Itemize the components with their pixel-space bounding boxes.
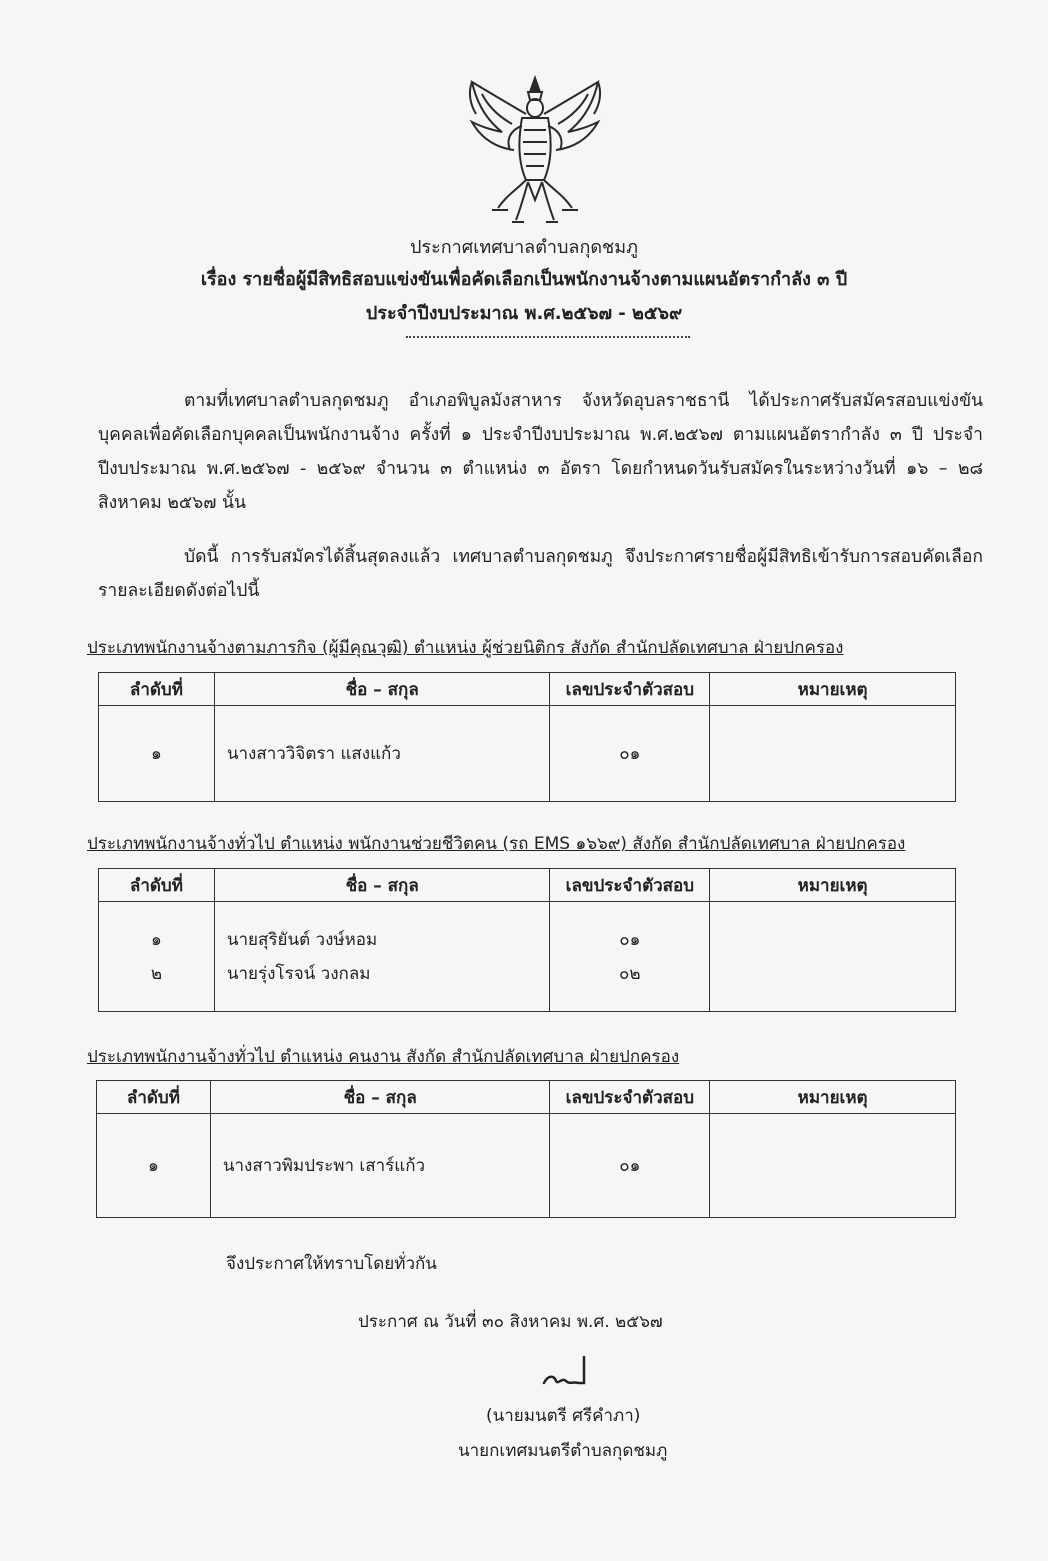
signer-title: นายกเทศมนตรีตำบลกุดชมภู	[458, 1441, 668, 1461]
header-note: หมายเหตุ	[710, 673, 956, 706]
section-title-2: ประเภทพนักงานจ้างทั่วไป ตำแหน่ง พนักงานช่วยชีวิตคน (รถ EMS ๑๖๖๙) สังกัด สำนักปลัดเทศบาล ฝ่ายปกครอง	[87, 834, 906, 854]
row-code: ๐๑	[619, 929, 641, 950]
header-note: หมายเหตุ	[710, 869, 956, 902]
dotted-divider	[406, 336, 690, 338]
header-no: ลำดับที่	[99, 673, 215, 706]
announce-date: ประกาศ ณ วันที่ ๓๐ สิงหาคม พ.ศ. ๒๕๖๗	[358, 1312, 663, 1332]
table-row	[99, 706, 956, 802]
row-note	[710, 923, 955, 957]
row-code: ๐๑	[550, 1114, 710, 1218]
row-name: นายสุริยันต์ วงษ์หอม	[226, 929, 378, 950]
closing-announce: จึงประกาศให้ทราบโดยทั่วกัน	[226, 1254, 437, 1274]
row-code: ๐๑	[550, 706, 710, 802]
row-no: ๒	[150, 963, 163, 984]
header-code: เลขประจำตัวสอบ	[550, 673, 710, 706]
header-code: เลขประจำตัวสอบ	[550, 869, 710, 902]
org-title: ประกาศเทศบาลตำบลกุดชมภู	[410, 237, 638, 258]
table-header-row	[97, 1081, 956, 1114]
roster-table-2	[98, 868, 956, 1012]
row-no: ๑	[151, 929, 162, 950]
row-no: ๑	[99, 706, 215, 802]
header-no: ลำดับที่	[99, 869, 215, 902]
signature-icon	[538, 1353, 598, 1393]
signer-name: (นายมนตรี ศรีคำภา)	[486, 1406, 641, 1426]
header-no: ลำดับที่	[97, 1081, 211, 1114]
row-code: ๐๒	[619, 963, 641, 984]
table-row	[99, 902, 956, 1012]
table-row	[97, 1114, 956, 1218]
body-paragraph-1: ตามที่เทศบาลตำบลกุดชมภู อำเภอพิบูลมังสาหาร จังหวัดอุบลราชธานี ได้ประกาศรับสมัครสอบแข่งขันบุคคลเพื่อคัดเลือกบุคคลเป็นพนักงานจ้าง ครั้งที่ ๑ ประจำปีงบประมาณ พ.ศ.๒๕๖๗ ตามแผนอัตรากำลัง ๓ ปี ประจำปีงบประมาณ พ.ศ.๒๕๖๗ - ๒๕๖๙ จำนวน ๓ ตำแหน่ง ๓ อัตรา โดยกำหนดวันรับสมัครในระหว่างวันที่ ๑๖ – ๒๘ สิงหาคม ๒๕๖๗ นั้น	[98, 391, 983, 513]
row-name: นางสาวพิมประพา เสาร์แก้ว	[210, 1114, 550, 1218]
roster-table-3	[96, 1080, 956, 1218]
row-note	[710, 1114, 956, 1218]
row-name: นางสาววิจิตรา แสงแก้ว	[214, 706, 550, 802]
header-name: ชื่อ – สกุล	[214, 869, 550, 902]
header-note: หมายเหตุ	[710, 1081, 956, 1114]
section-title-3: ประเภทพนักงานจ้างทั่วไป ตำแหน่ง คนงาน สังกัด สำนักปลัดเทศบาล ฝ่ายปกครอง	[87, 1047, 680, 1067]
row-no: ๑	[97, 1114, 211, 1218]
row-note	[710, 957, 955, 991]
row-name: นายรุ่งโรจน์ วงกลม	[226, 963, 371, 984]
header-name: ชื่อ – สกุล	[214, 673, 550, 706]
fiscal-title: ประจำปีงบประมาณ พ.ศ.๒๕๖๗ - ๒๕๖๙	[365, 303, 683, 324]
header-code: เลขประจำตัวสอบ	[550, 1081, 710, 1114]
table-header-row	[99, 869, 956, 902]
body-paragraph-2: บัดนี้ การรับสมัครได้สิ้นสุดลงแล้ว เทศบาลตำบลกุดชมภู จึงประกาศรายชื่อผู้มีสิทธิเข้ารับการสอบคัดเลือก รายละเอียดดังต่อไปนี้	[98, 547, 983, 601]
garuda-emblem-icon	[462, 70, 608, 230]
roster-table-1	[98, 672, 956, 802]
section-title-1: ประเภทพนักงานจ้างตามภารกิจ (ผู้มีคุณวุฒิ) ตำแหน่ง ผู้ช่วยนิติกร สังกัด สำนักปลัดเทศบาล ฝ่ายปกครอง	[87, 638, 844, 658]
header-name: ชื่อ – สกุล	[210, 1081, 550, 1114]
table-header-row	[99, 673, 956, 706]
row-note	[710, 706, 956, 802]
subject-title: เรื่อง รายชื่อผู้มีสิทธิสอบแข่งขันเพื่อคัดเลือกเป็นพนักงานจ้างตามแผนอัตรากำลัง ๓ ปี	[200, 269, 848, 290]
